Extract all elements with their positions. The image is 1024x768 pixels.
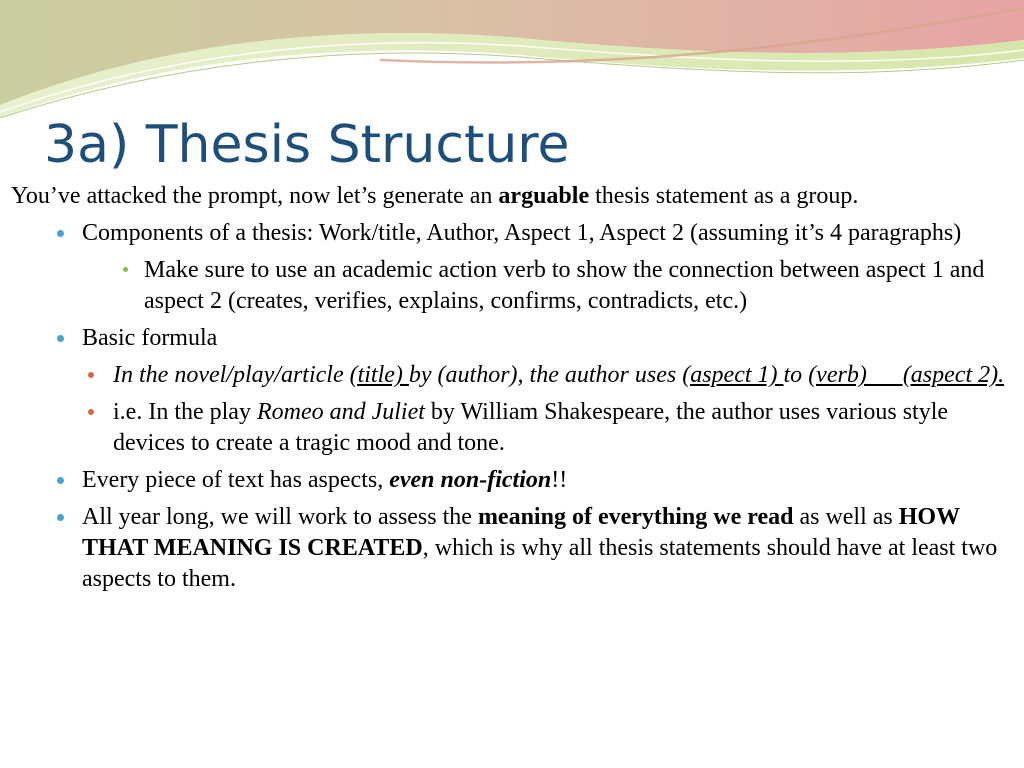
subbullet-action-verb-text: Make sure to use an academic action verb to show the connection between aspect 1 and aspect 2 (creates, verifies, explains, confirms, contradicts, etc.) xyxy=(144,257,985,314)
bullet-year-bold-1: meaning of everything we read xyxy=(477,504,794,530)
bullet-components xyxy=(11,218,1016,249)
bullet-dot-icon xyxy=(57,477,64,484)
bullet-list xyxy=(11,218,1016,595)
example-play-title: Romeo and Juliet xyxy=(256,399,425,425)
example-part-2: by William Shakespeare, the author uses various style devices to create a tragic mood and tone. xyxy=(113,399,949,456)
bullet-aspects-emphasis: even non-fiction xyxy=(389,467,552,493)
bullet-year-text-3: , which is why all thesis statements should have at least two aspects to them. xyxy=(82,535,998,592)
bullet-dot-icon xyxy=(88,409,94,415)
bullet-dot-icon xyxy=(57,230,64,237)
intro-text-1: You’ve attacked the prompt, now let’s generate an xyxy=(11,183,499,209)
bullet-basic-formula xyxy=(11,323,1016,354)
formula-part-2: by (author), the author uses xyxy=(408,362,683,388)
subbullet-example xyxy=(11,397,1016,459)
formula-text xyxy=(113,362,1004,388)
bullet-year-long xyxy=(11,502,1016,595)
bullet-dot-icon xyxy=(57,514,64,521)
formula-part-3: to xyxy=(783,362,809,388)
bullet-dot-icon xyxy=(123,267,128,272)
bullet-dot-icon xyxy=(88,372,94,378)
bullet-year-text-2: as well as xyxy=(793,504,899,530)
subbullet-action-verb xyxy=(11,255,1016,317)
intro-paragraph xyxy=(11,181,1016,212)
example-part-1: i.e. In the play xyxy=(113,399,257,425)
formula-verb-aspect2-blank: (verb) (aspect 2). xyxy=(808,362,1005,388)
formula-aspect1-blank: (aspect 1) xyxy=(682,362,784,388)
bullet-components-text: Components of a thesis: Work/title, Author, Aspect 1, Aspect 2 (assuming it’s 4 paragraphs) xyxy=(82,220,962,246)
formula-part-1: In the novel/play/article xyxy=(113,362,350,388)
subbullet-formula xyxy=(11,360,1016,391)
bullet-dot-icon xyxy=(57,335,64,342)
slide-title: 3a) Thesis Structure xyxy=(44,115,570,175)
bullet-basic-formula-text: Basic formula xyxy=(82,325,218,351)
slide-body xyxy=(11,181,1016,601)
bullet-year-text-1: All year long, we will work to assess the xyxy=(82,504,478,530)
bullet-aspects-text-2: !! xyxy=(551,467,568,493)
formula-title-blank: (title) xyxy=(349,362,409,388)
intro-text-2: thesis statement as a group. xyxy=(589,183,859,209)
intro-bold-arguable: arguable xyxy=(498,183,590,209)
bullet-year-bold-2: HOW THAT MEANING IS CREATED xyxy=(82,504,960,561)
bullet-aspects xyxy=(11,465,1016,496)
bullet-aspects-text-1: Every piece of text has aspects, xyxy=(82,467,390,493)
